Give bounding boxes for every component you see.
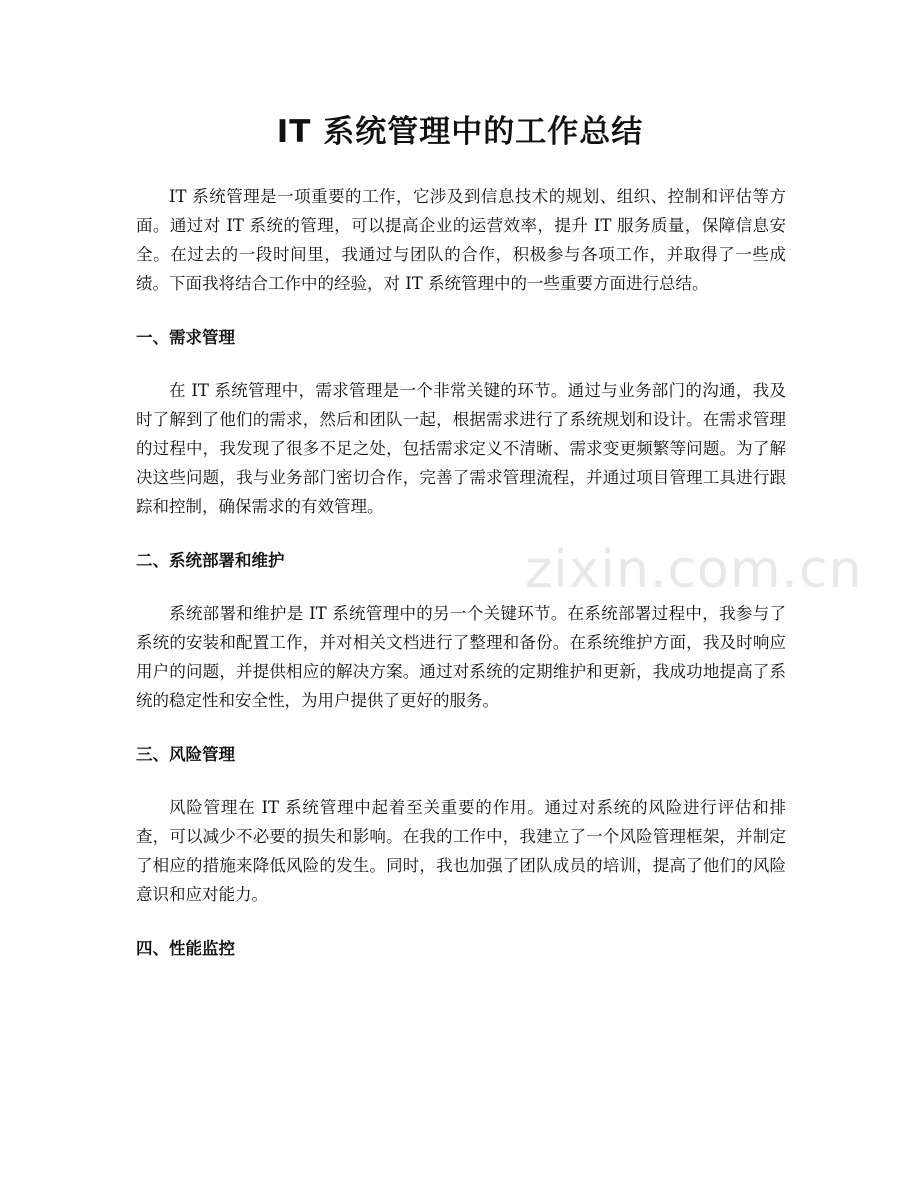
spacer — [136, 715, 786, 740]
spacer — [136, 769, 786, 793]
section-body-deployment: 系统部署和维护是 IT 系统管理中的另一个关键环节。在系统部署过程中，我参与了系统的安装和配置工作，并对相关文档进行了整理和备份。在系统维护方面，我及时响应用户的问题，并提供相应的解决方案。通过对系统的定期维护和更新，我成功地提高了系统的稳定性和安全性，为用户提供了更好的服务。 — [136, 604, 786, 710]
section-heading-deployment: 二、系统部署和维护 — [136, 551, 285, 570]
section-heading-performance: 四、性能监控 — [136, 939, 235, 958]
section-heading-risk: 三、风险管理 — [136, 745, 235, 764]
spacer — [136, 298, 786, 323]
spacer — [136, 352, 786, 376]
spacer — [136, 909, 786, 934]
section-body-requirements: 在 IT 系统管理中，需求管理是一个非常关键的环节。通过与业务部门的沟通，我及时了解到了他们的需求，然后和团队一起，根据需求进行了系统规划和设计。在需求管理的过程中，我发现了很多不足之处，包括需求定义不清晰、需求变更频繁等问题。为了解决这些问题，我与业务部门密切合作，完善了需求管理流程，并通过项目管理工具进行跟踪和控制，确保需求的有效管理。 — [136, 381, 786, 516]
document-title: IT 系统管理中的工作总结 — [276, 114, 644, 150]
intro-paragraph: IT 系统管理是一项重要的工作，它涉及到信息技术的规划、组织、控制和评估等方面。通过对 IT 系统的管理，可以提高企业的运营效率，提升 IT 服务质量，保障信息安全。在过去的一段时间里，我通过与团队的合作，积极参与各项工作，并取得了一些成绩。下面我将结合工作中的经验，对 IT 系统管理中的一些重要方面进行总结。 — [136, 187, 786, 293]
section-body-risk: 风险管理在 IT 系统管理中起着至关重要的作用。通过对系统的风险进行评估和排查，可以减少不必要的损失和影响。在我的工作中，我建立了一个风险管理框架，并制定了相应的措施来降低风险的发生。同时，我也加强了团队成员的培训，提高了他们的风险意识和应对能力。 — [136, 798, 786, 904]
section-heading-requirements: 一、需求管理 — [136, 328, 235, 347]
watermark: zixin.com.cn — [525, 540, 863, 600]
